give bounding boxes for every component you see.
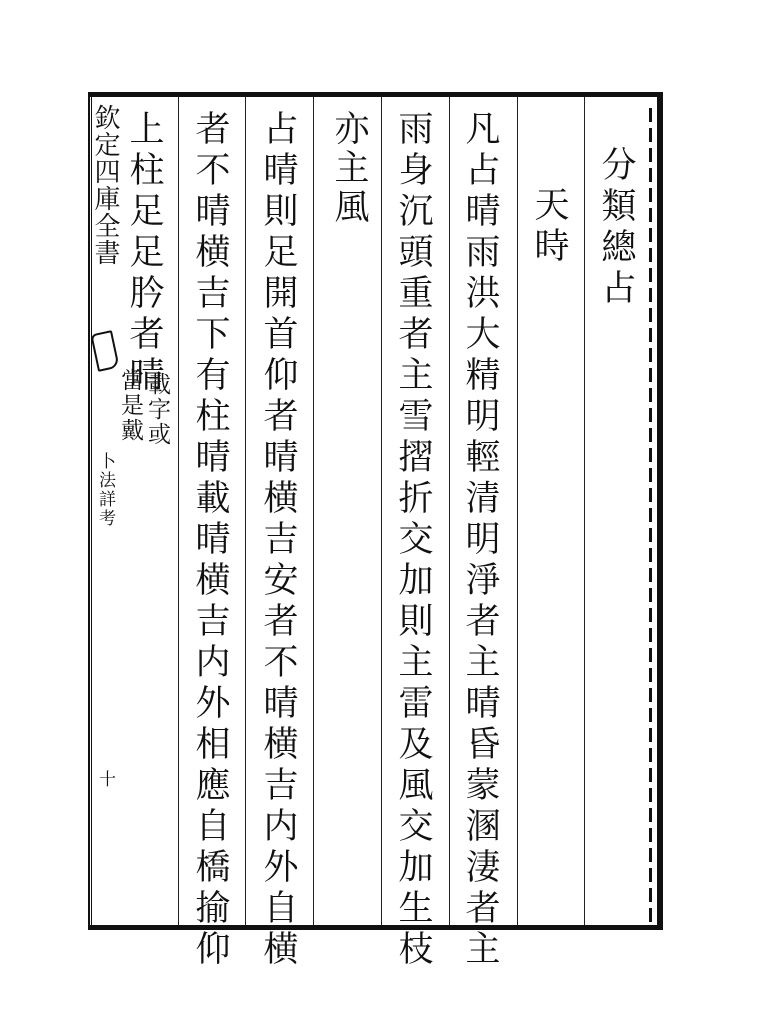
column-rule [584, 97, 585, 925]
section-title: 分類總占 [596, 146, 636, 310]
text-column-2: 雨身沉頭重者主雪摺折交加則主雷及風交加生枝 [393, 110, 433, 971]
column-rule [517, 97, 518, 925]
column-rule [245, 97, 246, 925]
text-column-6: 上柱足足肣者晴 [124, 110, 164, 397]
text-column-3: 亦主風 [329, 110, 369, 227]
column-rule [178, 97, 179, 925]
page-frame [88, 92, 663, 930]
section-subtitle: 天時 [529, 186, 569, 268]
text-column-1: 凡占晴雨洪大精明輕清明淨者主晴昏蒙溷淒者主 [460, 110, 500, 971]
margin-section: 卜法詳考 [95, 452, 115, 528]
column-rule [381, 97, 382, 925]
column-rule [313, 97, 314, 925]
text-column-4: 占晴則足開首仰者晴横吉安者不晴横吉内外自横 [258, 110, 298, 971]
margin-book-title: 欽定四庫全書 [90, 104, 120, 266]
text-column-5: 者不晴横吉下有柱晴載晴横吉内外相應自橋揄仰 [190, 110, 230, 971]
annotation-line-2: 當是戴 [117, 368, 143, 443]
column-rule [449, 97, 450, 925]
ink-dashed-edge [649, 108, 652, 928]
margin-page-number: 十 [95, 770, 115, 789]
annotation-line-1: 載字或 [144, 372, 170, 447]
